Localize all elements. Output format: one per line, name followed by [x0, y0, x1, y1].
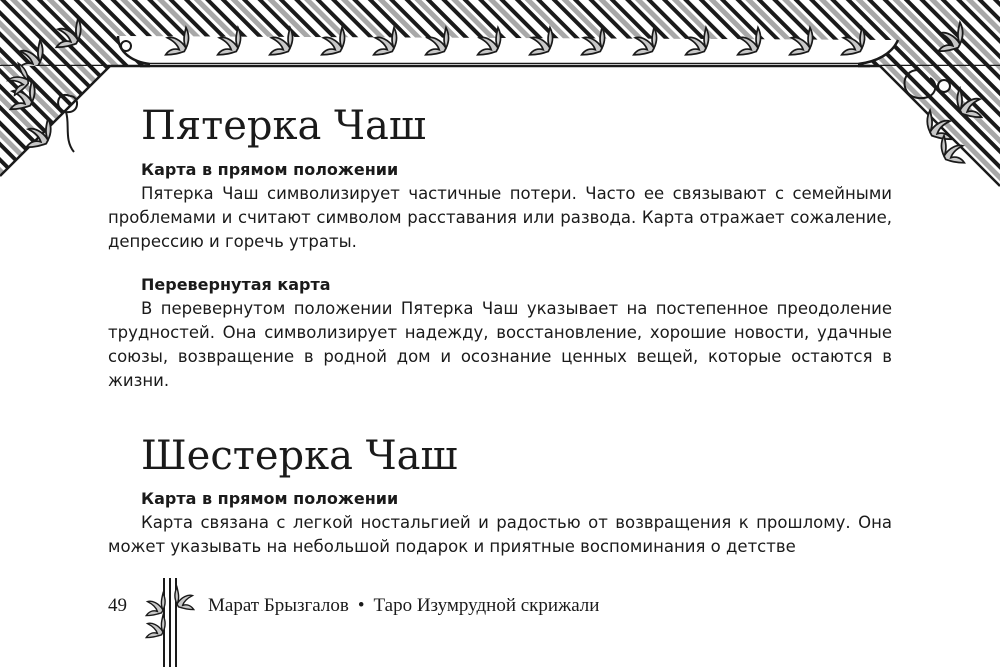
running-footer: [208, 594, 599, 618]
subheading-upright-five-of-cups: Карта в прямом положении: [141, 160, 399, 179]
page-number: 49: [108, 595, 127, 616]
section-title-five-of-cups: Пятерка Чаш: [141, 103, 427, 149]
subheading-upright-six-of-cups: Карта в прямом положении: [141, 489, 399, 508]
right-corner-ribbon: [880, 66, 1000, 186]
footer-author: Марат Брызгалов: [208, 595, 349, 616]
paragraph-reversed-five-of-cups: В перевернутом положении Пятерка Чаш указывает на постепенное преодоление трудностей. Она символизирует надежду, восстановление, хорошие новости, удачные союзы, возвращение в родной дом и осознание ценных вещей, которые остаются в жизни.: [108, 299, 892, 390]
footer-book-title: Таро Изумрудной скрижали: [373, 595, 600, 616]
left-corner-ribbon: [0, 62, 110, 176]
section-title-six-of-cups: Шестерка Чаш: [141, 433, 458, 479]
paragraph-upright-six-of-cups: Карта связана с легкой ностальгией и радостью от возвращения к прошлому. Она может указывать на небольшой подарок и приятные воспоминания о детстве: [108, 513, 892, 556]
footer-leaf-column-ornament: [146, 578, 194, 667]
footer-separator: •: [357, 595, 365, 616]
paragraph-upright-five-of-cups: Пятерка Чаш символизирует частичные потери. Часто ее связывают с семейными проблемами и считают символом расставания или развода. Карта отражает сожаление, депрессию и горечь утраты.: [108, 184, 892, 251]
subheading-reversed-five-of-cups: Перевернутая карта: [141, 275, 331, 294]
